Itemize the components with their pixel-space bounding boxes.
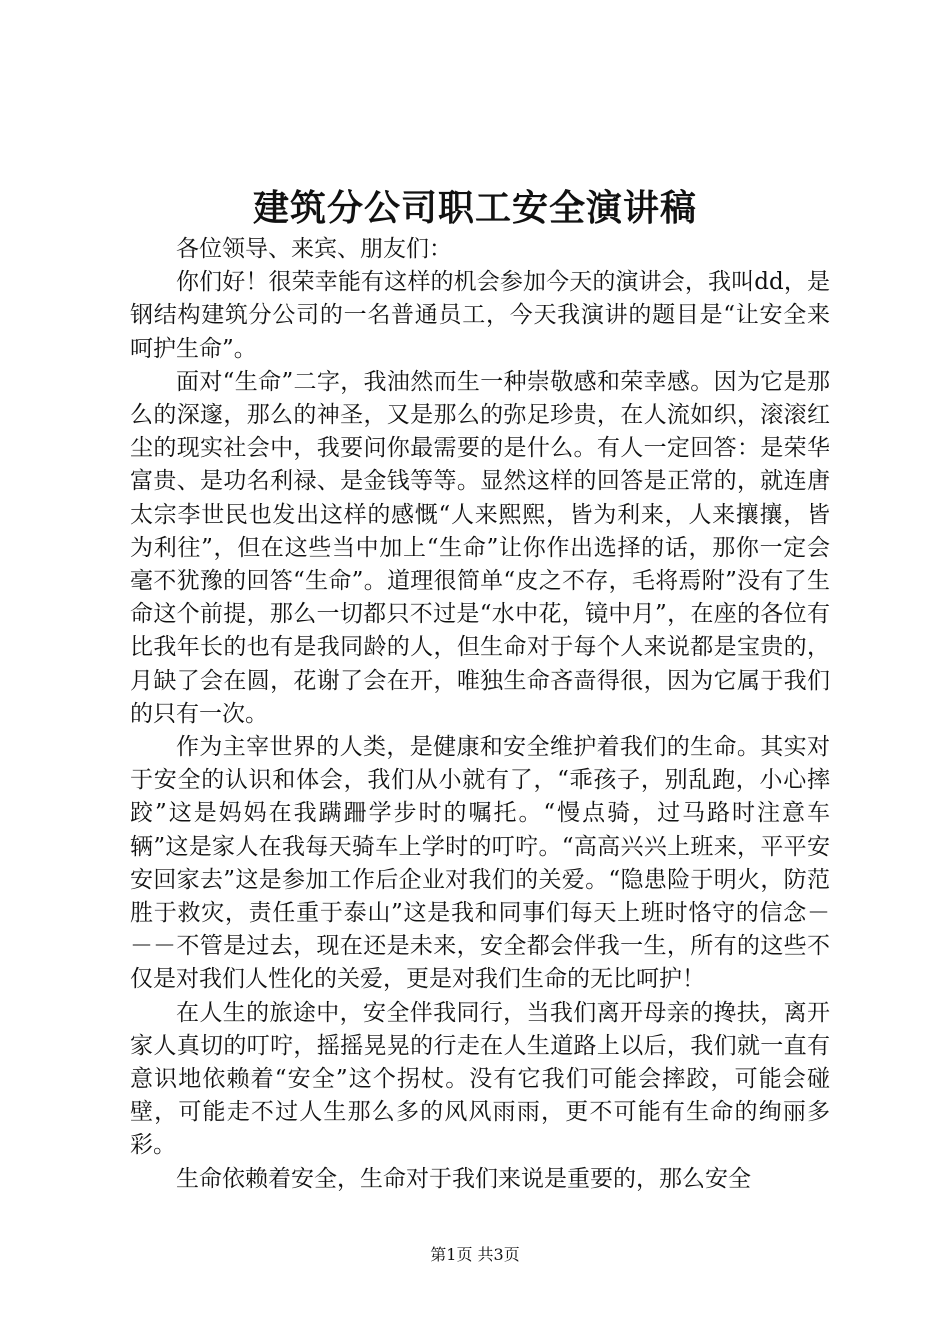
body-paragraph: 你们好！很荣幸能有这样的机会参加今天的演讲会，我叫dd，是钢结构建筑分公司的一名普通员工，今天我演讲的题目是“让安全来呵护生命”。	[130, 269, 830, 362]
body-paragraph: 作为主宰世界的人类，是健康和安全维护着我们的生命。其实对于安全的认识和体会，我们从小就有了，“乖孩子，别乱跑，小心摔跤”这是妈妈在我蹒跚学步时的嘱托。“慢点骑，过马路时注意车辆”这是家人在我每天骑车上学时的叮咛。“高高兴兴上班来，平平安安回家去”这是参加工作后企业对我们的关爱。“隐患险于明火，防范胜于救灾，责任重于泰山”这是我和同事们每天上班时恪守的信念－－－不管是过去，现在还是未来，安全都会伴我一生，所有的这些不仅是对我们人性化的关爱，更是对我们生命的无比呵护！	[130, 734, 830, 993]
body-paragraph: 生命依赖着安全，生命对于我们来说是重要的，那么安全	[176, 1165, 751, 1192]
document-body	[130, 233, 830, 1196]
document-title: 建筑分公司职工安全演讲稿	[252, 187, 697, 229]
page-footer: 第1页 共3页	[430, 1245, 520, 1264]
body-paragraph: 面对“生命”二字，我油然而生一种崇敬感和荣幸感。因为它是那么的深邃，那么的神圣，又是那么的弥足珍贵，在人流如织，滚滚红尘的现实社会中，我要问你最需要的是什么。有人一定回答：是荣华富贵、是功名利禄、是金钱等等。显然这样的回答是正常的，就连唐太宗李世民也发出这样的感慨“人来熙熙，皆为利来，人来攘攘，皆为利往”，但在这些当中加上“生命”让你作出选择的话，那你一定会毫不犹豫的回答“生命”。道理很简单“皮之不存，毛将焉附”没有了生命这个前提，那么一切都只不过是“水中花，镜中月”，在座的各位有比我年长的也有是我同龄的人，但生命对于每个人来说都是宝贵的，月缺了会在圆，花谢了会在开，唯独生命吝啬得很，因为它属于我们的只有一次。	[130, 368, 830, 727]
body-paragraph: 在人生的旅途中，安全伴我同行，当我们离开母亲的搀扶，离开家人真切的叮咛，摇摇晃晃的行走在人生道路上以后，我们就一直有意识地依赖着“安全”这个拐杖。没有它我们可能会摔跤，可能会碰壁，可能走不过人生那么多的风风雨雨，更不可能有生命的绚丽多彩。	[130, 999, 830, 1159]
salutation-paragraph: 各位领导、来宾、朋友们：	[176, 236, 452, 262]
